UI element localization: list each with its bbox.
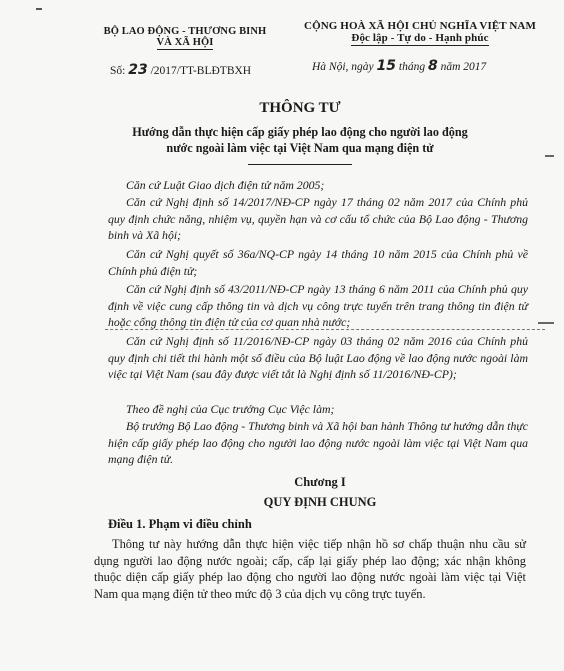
month-handwritten: 8 (427, 58, 438, 74)
document-subject (90, 124, 510, 156)
republic-title: CỘNG HOÀ XÃ HỘI CHỦ NGHĨA VIỆT NAM (304, 20, 536, 32)
document-number (110, 62, 251, 78)
preamble-item-4: Căn cứ Nghị định số 43/2011/NĐ-CP ngày 13 tháng 6 năm 2011 của Chính phủ quy định về việc cung cấp thông tin và dịch vụ công trực tuyến trên trang thông tin điện tử hoặc cổng thông tin điện tử của cơ quan nhà nước; (108, 282, 528, 329)
fold-dash-line (105, 329, 545, 330)
ministry-header (96, 26, 274, 50)
place-date-prefix: Hà Nội, ngày (312, 61, 377, 73)
subject-divider (248, 164, 352, 165)
national-header (294, 20, 546, 46)
scan-mark-right-1 (545, 155, 554, 157)
scan-mark-top-left (36, 8, 42, 10)
number-handwritten: 23 (128, 62, 148, 78)
preamble-item-1: Căn cứ Luật Giao dịch điện tử năm 2005; (126, 178, 325, 192)
preamble-item-3: Căn cứ Nghị quyết số 36a/NQ-CP ngày 14 tháng 10 năm 2015 của Chính phủ về Chính phủ điện tử; (108, 247, 528, 278)
ministry-line2: VÀ XÃ HỘI (156, 37, 214, 48)
chapter-number: Chương I (294, 475, 346, 489)
number-suffix: /2017/TT-BLĐTBXH (147, 65, 252, 77)
preamble-item-6: Theo đề nghị của Cục trưởng Cục Việc làm; (126, 402, 335, 416)
month-label: tháng (396, 61, 428, 73)
ministry-line1: BỘ LAO ĐỘNG - THƯƠNG BINH (103, 26, 267, 37)
place-date (312, 58, 486, 74)
article-heading: Điều 1. Phạm vi điều chỉnh (108, 517, 252, 531)
scan-mark-right-2 (538, 322, 554, 324)
year-label: năm 2017 (437, 61, 487, 73)
preamble-item-2: Căn cứ Nghị định số 14/2017/NĐ-CP ngày 17 tháng 02 năm 2017 của Chính phủ quy định chức năng, nhiệm vụ, quyền hạn và cơ cấu tổ chức của Bộ Lao động - Thương binh và Xã hội; (108, 195, 528, 242)
number-prefix: Số: (110, 65, 129, 77)
article-body: Thông tư này hướng dẫn thực hiện việc tiếp nhận hồ sơ chấp thuận nhu cầu sử dụng người lao động nước ngoài; cấp, cấp lại giấy phép lao động; xác nhận không thuộc diện cấp giấy phép lao động cho người lao động nước ngoài làm việc tại Việt Nam qua mạng điện tử theo mức độ 3 của dịch vụ công trực tuyến. (94, 537, 526, 601)
day-handwritten: 15 (376, 58, 397, 74)
subject-line1: Hướng dẫn thực hiện cấp giấy phép lao động cho người lao động (132, 125, 468, 139)
document-type: THÔNG TƯ (259, 100, 341, 116)
motto: Độc lập - Tự do - Hạnh phúc (351, 32, 489, 44)
chapter-title: QUY ĐỊNH CHUNG (263, 495, 377, 509)
subject-line2: nước ngoài làm việc tại Việt Nam qua mạng điện tử (166, 141, 434, 155)
preamble-item-7: Bộ trưởng Bộ Lao động - Thương binh và Xã hội ban hành Thông tư hướng dẫn thực hiện cấp giấy phép lao động cho người lao động nước ngoài làm việc tại Việt Nam qua mạng điện tử. (108, 419, 529, 466)
preamble-item-5: Căn cứ Nghị định số 11/2016/NĐ-CP ngày 03 tháng 02 năm 2016 của Chính phủ quy định chi tiết thi hành một số điều của Bộ luật Lao động về lao động nước ngoài làm việc tại Việt Nam (sau đây được viết tắt là Nghị định số 11/2016/NĐ-CP); (108, 334, 528, 381)
